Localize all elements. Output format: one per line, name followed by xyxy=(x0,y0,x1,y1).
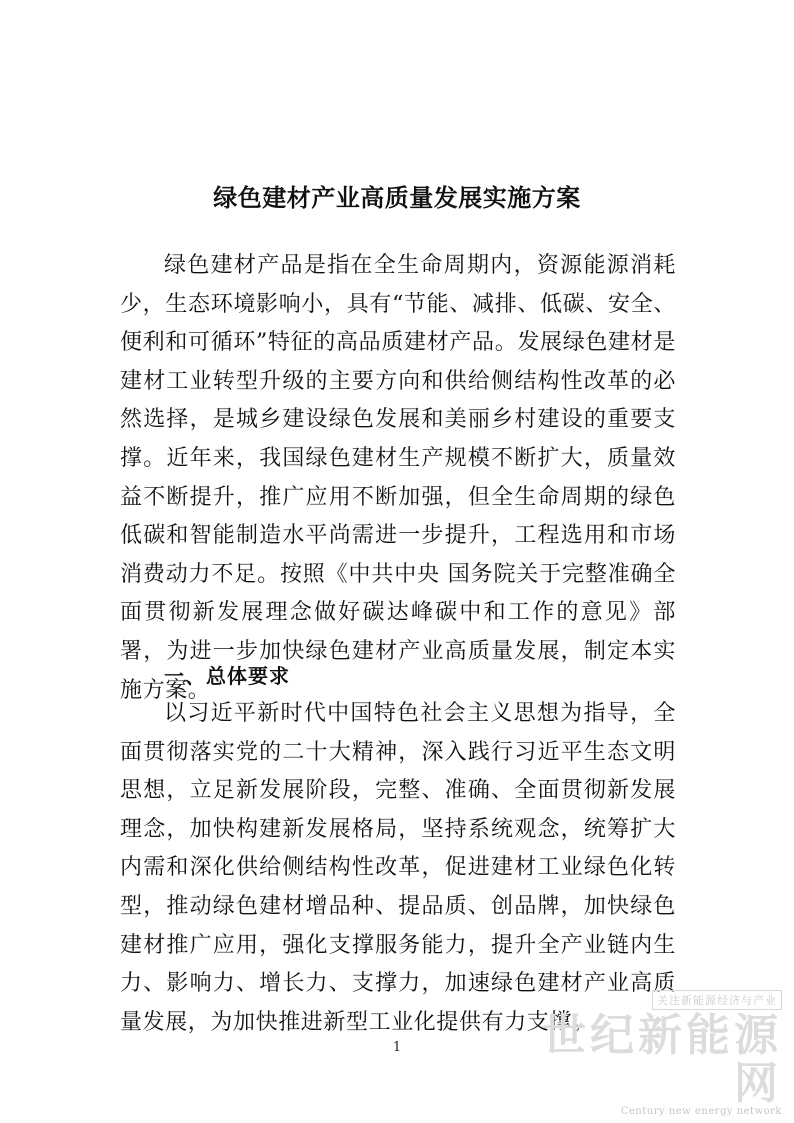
page-number: 1 xyxy=(392,1040,402,1055)
watermark-logo xyxy=(542,989,782,1117)
section-heading-general-requirements: 一、总体要求 xyxy=(164,664,290,688)
document-title: 绿色建材产业高质量发展实施方案 xyxy=(213,183,581,212)
general-requirements-paragraph: 以习近平新时代中国特色社会主义思想为指导，全面贯彻落实党的二十大精神，深入践行习近平生态文明思想，立足新发展阶段，完整、准确、全面贯彻新发展理念，加快构建新发展格局，坚持系统观念，统筹扩大内需和深化供给侧结构性改革，促进建材工业绿色化转型，推动绿色建材增品种、提品质、创品牌，加快绿色建材推广应用，强化支撑服务能力，提升全产业链内生力、影响力、增长力、支撑力，加速绿色建材产业高质量发展，为加快推进新型工业化提供有力支撑。 xyxy=(120,701,676,1035)
watermark-tagline: 关注新能源经济与产业 xyxy=(652,990,782,1010)
watermark-site-name-en: Century new energy network xyxy=(620,1106,782,1117)
watermark-site-name: 世纪新能源网 xyxy=(542,1010,782,1109)
intro-paragraph: 绿色建材产品是指在全生命周期内，资源能源消耗少，生态环境影响小，具有“节能、减排、低碳、安全、便利和可循环”特征的高品质建材产品。发展绿色建材是建材工业转型升级的主要方向和供给侧结构性改革的必然选择，是城乡建设绿色发展和美丽乡村建设的重要支撑。近年来，我国绿色建材生产规模不断扩大，质量效益不断提升，推广应用不断加强，但全生命周期的绿色低碳和智能制造水平尚需进一步提升，工程选用和市场消费动力不足。按照《中共中央 国务院关于完整准确全面贯彻新发展理念做好碳达峰碳中和工作的意见》部署，为进一步加快绿色建材产业高质量发展，制定本实施方案。 xyxy=(120,253,676,703)
